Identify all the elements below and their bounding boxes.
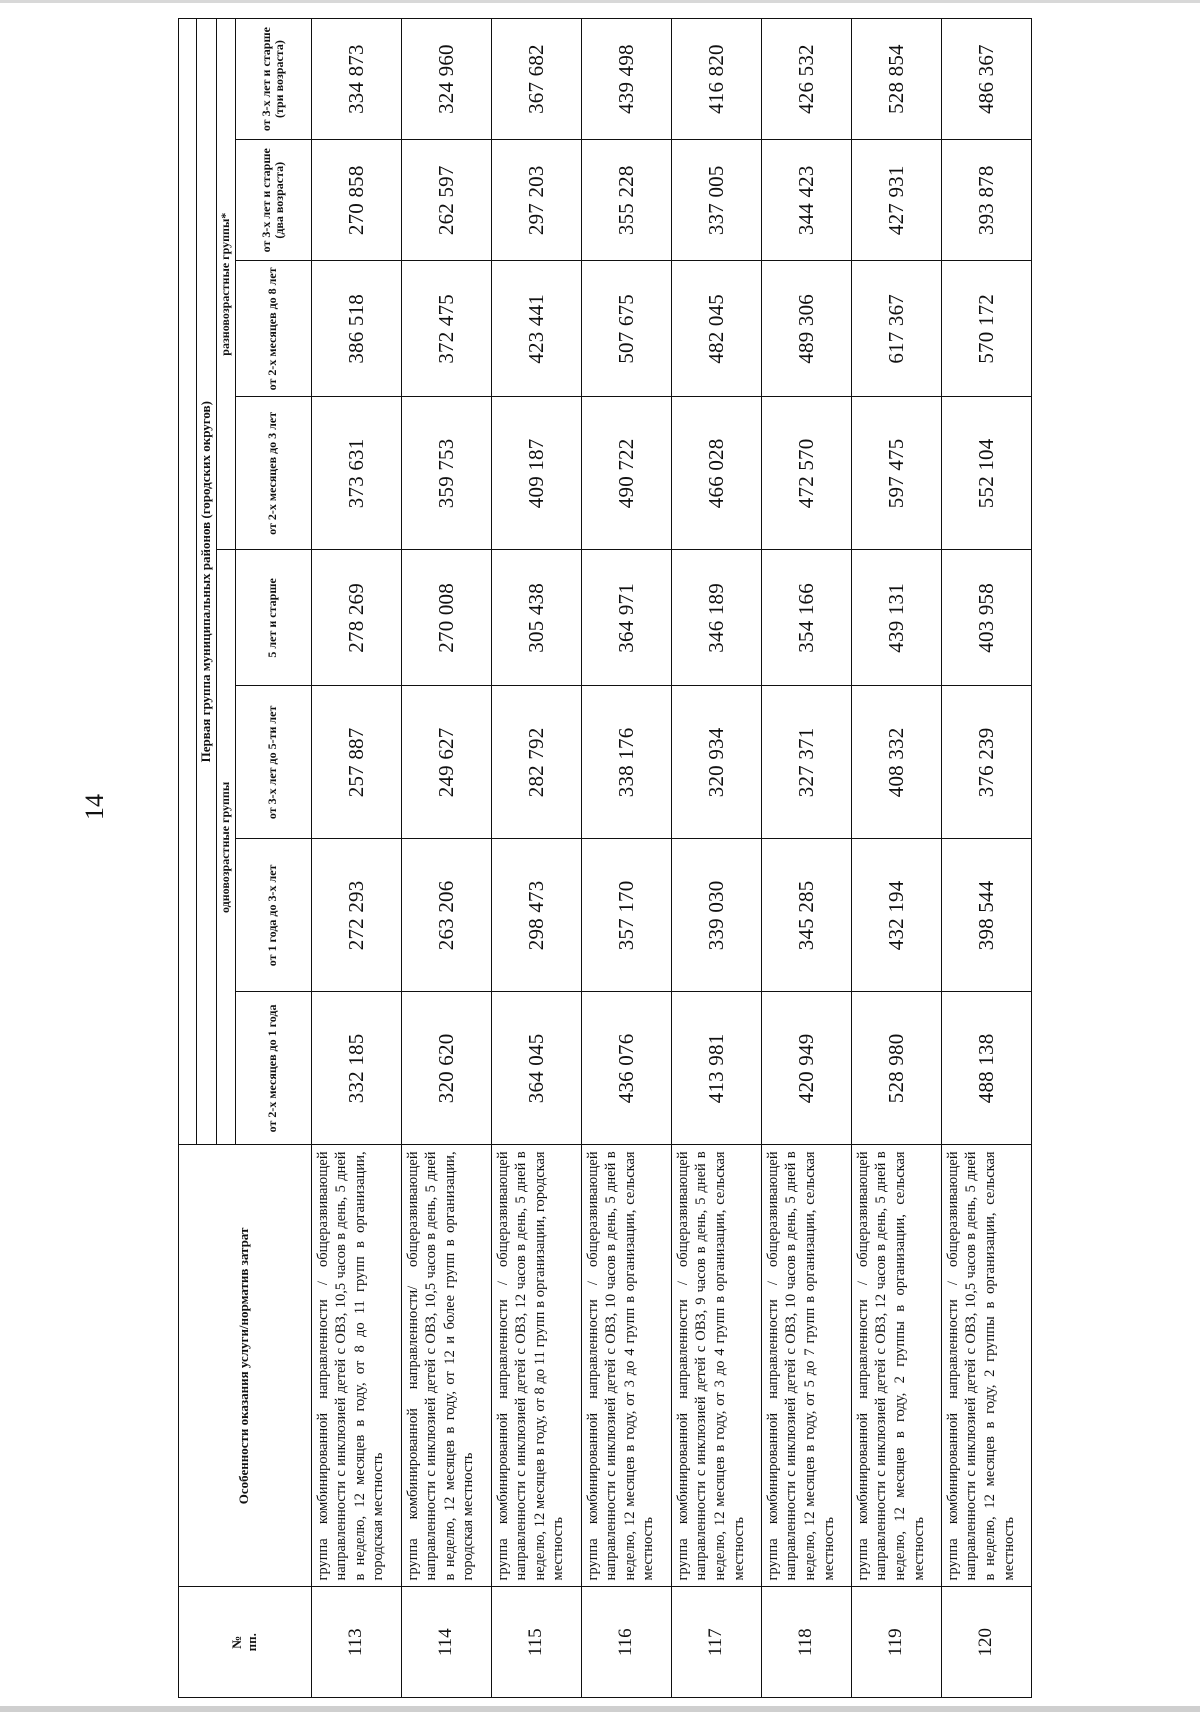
cost-value-cell: 320 934 <box>671 686 761 839</box>
header-col-2: от 1 года до 3-х лет <box>235 839 311 992</box>
header-col-6: от 2-х месяцев до 8 лет <box>235 261 311 397</box>
table-row <box>581 19 671 1698</box>
header-col-1: от 2-х месяцев до 1 года <box>235 992 311 1145</box>
cost-value-cell: 528 980 <box>851 992 941 1145</box>
table-row <box>311 19 401 1698</box>
cost-value-cell: 408 332 <box>851 686 941 839</box>
header-mixed-age-groups: разновозрастные группы* <box>217 19 236 550</box>
row-description: группа комбинированной направленности / общеразвивающей направленности с инклюзией детей с ОВЗ, 10,5 часов в день, 5 дней в неделю, 12 месяцев в году, от 8 до 11 групп в организации, городская местность <box>311 1145 401 1587</box>
header-number: № пп. <box>179 1587 312 1698</box>
cost-value-cell: 282 792 <box>491 686 581 839</box>
table-row <box>491 19 581 1698</box>
cost-value-cell: 372 475 <box>401 261 491 397</box>
cost-value-cell: 552 104 <box>941 397 1031 550</box>
cost-value-cell: 439 131 <box>851 550 941 686</box>
cost-value-cell: 355 228 <box>581 140 671 261</box>
cost-value-cell: 298 473 <box>491 839 581 992</box>
cost-value-cell: 489 306 <box>761 261 851 397</box>
cost-value-cell: 373 631 <box>311 397 401 550</box>
cost-value-cell: 334 873 <box>311 19 401 140</box>
cost-value-cell: 278 269 <box>311 550 401 686</box>
cost-value-cell: 376 239 <box>941 686 1031 839</box>
cost-value-cell: 359 753 <box>401 397 491 550</box>
scan-edge-bottom <box>0 1706 1200 1712</box>
cost-value-cell: 439 498 <box>581 19 671 140</box>
cost-value-cell: 270 858 <box>311 140 401 261</box>
cost-value-cell: 507 675 <box>581 261 671 397</box>
cost-value-cell: 327 371 <box>761 686 851 839</box>
cost-value-cell: 367 682 <box>491 19 581 140</box>
table-row <box>401 19 491 1698</box>
row-description: группа комбинированной направленности / общеразвивающей направленности с инклюзией детей с ОВЗ, 12 часов в день, 5 дней в неделю, 12 месяцев в году, 2 группы в организации, сельская местность <box>851 1145 941 1587</box>
cost-value-cell: 409 187 <box>491 397 581 550</box>
cost-value-cell: 364 045 <box>491 992 581 1145</box>
cost-value-cell: 403 958 <box>941 550 1031 686</box>
cost-norms-table <box>178 18 1032 1698</box>
row-description: группа комбинированной направленности / общеразвивающей направленности с инклюзией детей с ОВЗ, 10 часов в день, 5 дней в неделю, 12 месяцев в году, от 3 до 4 групп в организации, сельская местность <box>581 1145 671 1587</box>
row-number: 115 <box>491 1587 581 1698</box>
row-number: 117 <box>671 1587 761 1698</box>
cost-value-cell: 344 423 <box>761 140 851 261</box>
header-col-4: 5 лет и старше <box>235 550 311 686</box>
rotated-table-container <box>178 18 1032 1698</box>
row-number: 113 <box>311 1587 401 1698</box>
cost-value-cell: 272 293 <box>311 839 401 992</box>
cost-value-cell: 570 172 <box>941 261 1031 397</box>
table-body <box>311 19 1031 1698</box>
cost-value-cell: 427 931 <box>851 140 941 261</box>
row-number: 116 <box>581 1587 671 1698</box>
cost-value-cell: 398 544 <box>941 839 1031 992</box>
cost-value-cell: 420 949 <box>761 992 851 1145</box>
header-col-8: от 3-х лет и старше (три возраста) <box>235 19 311 140</box>
cost-value-cell: 466 028 <box>671 397 761 550</box>
cost-value-cell: 393 878 <box>941 140 1031 261</box>
cost-value-cell: 423 441 <box>491 261 581 397</box>
row-number: 120 <box>941 1587 1031 1698</box>
table-row <box>761 19 851 1698</box>
header-col-5: от 2-х месяцев до 3 лет <box>235 397 311 550</box>
cost-value-cell: 262 597 <box>401 140 491 261</box>
header-single-age-groups: одновозрастные группы <box>217 550 236 1145</box>
cost-value-cell: 345 285 <box>761 839 851 992</box>
row-description: группа комбинированной направленности/ общеразвивающей направленности с инклюзией детей с ОВЗ, 10,5 часов в день, 5 дней в неделю, 12 месяцев в году, от 12 и более групп в организации, городская местность <box>401 1145 491 1587</box>
cost-value-cell: 338 176 <box>581 686 671 839</box>
row-description: группа комбинированной направленности / общеразвивающей направленности с инклюзией детей с ОВЗ, 10,5 часов в день, 5 дней в неделю, 12 месяцев в году, 2 группы в организации, сельская местность <box>941 1145 1031 1587</box>
cost-value-cell: 339 030 <box>671 839 761 992</box>
cost-value-cell: 249 627 <box>401 686 491 839</box>
cost-value-cell: 337 005 <box>671 140 761 261</box>
row-number: 119 <box>851 1587 941 1698</box>
cost-value-cell: 617 367 <box>851 261 941 397</box>
cost-value-cell: 472 570 <box>761 397 851 550</box>
page-number: 14 <box>80 794 109 820</box>
cost-value-cell: 386 518 <box>311 261 401 397</box>
cost-value-cell: 324 960 <box>401 19 491 140</box>
cost-value-cell: 357 170 <box>581 839 671 992</box>
row-number: 118 <box>761 1587 851 1698</box>
row-description: группа комбинированной направленности / общеразвивающей направленности с инклюзией детей с ОВЗ, 10 часов в день, 5 дней в неделю, 12 месяцев в году, от 5 до 7 групп в организации, сельская местность <box>761 1145 851 1587</box>
cost-value-cell: 364 971 <box>581 550 671 686</box>
cost-value-cell: 263 206 <box>401 839 491 992</box>
cost-value-cell: 354 166 <box>761 550 851 686</box>
cost-value-cell: 486 367 <box>941 19 1031 140</box>
cost-value-cell: 346 189 <box>671 550 761 686</box>
cost-value-cell: 332 185 <box>311 992 401 1145</box>
header-col-3: от 3-х лет до 5-ти лет <box>235 686 311 839</box>
cost-value-cell: 490 722 <box>581 397 671 550</box>
header-top-spacer <box>179 19 197 1145</box>
cost-value-cell: 305 438 <box>491 550 581 686</box>
table-row <box>851 19 941 1698</box>
row-description: группа комбинированной направленности / общеразвивающей направленности с инклюзией детей с ОВЗ, 9 часов в день, 5 дней в неделю, 12 месяцев в году, от 3 до 4 групп в организации, сельская местность <box>671 1145 761 1587</box>
cost-value-cell: 528 854 <box>851 19 941 140</box>
cost-value-cell: 488 138 <box>941 992 1031 1145</box>
header-description: Особенности оказания услуги/норматив затрат <box>179 1145 312 1587</box>
cost-value-cell: 482 045 <box>671 261 761 397</box>
cost-value-cell: 257 887 <box>311 686 401 839</box>
cost-value-cell: 320 620 <box>401 992 491 1145</box>
cost-value-cell: 432 194 <box>851 839 941 992</box>
cost-value-cell: 436 076 <box>581 992 671 1145</box>
cost-value-cell: 416 820 <box>671 19 761 140</box>
header-col-7: от 3-х лет и старше (два возраста) <box>235 140 311 261</box>
row-description: группа комбинированной направленности / общеразвивающей направленности с инклюзией детей с ОВЗ, 12 часов в день, 5 дней в неделю, 12 месяцев в году, от 8 до 11 групп в организации, городская местность <box>491 1145 581 1587</box>
cost-value-cell: 413 981 <box>671 992 761 1145</box>
table-row <box>941 19 1031 1698</box>
header-group-title: Первая группа муниципальных районов (городских округов) <box>197 19 217 1145</box>
row-number: 114 <box>401 1587 491 1698</box>
cost-value-cell: 270 008 <box>401 550 491 686</box>
cost-value-cell: 426 532 <box>761 19 851 140</box>
scan-edge-top <box>0 0 1200 3</box>
cost-value-cell: 297 203 <box>491 140 581 261</box>
table-header <box>179 19 312 1698</box>
cost-value-cell: 597 475 <box>851 397 941 550</box>
table-row <box>671 19 761 1698</box>
